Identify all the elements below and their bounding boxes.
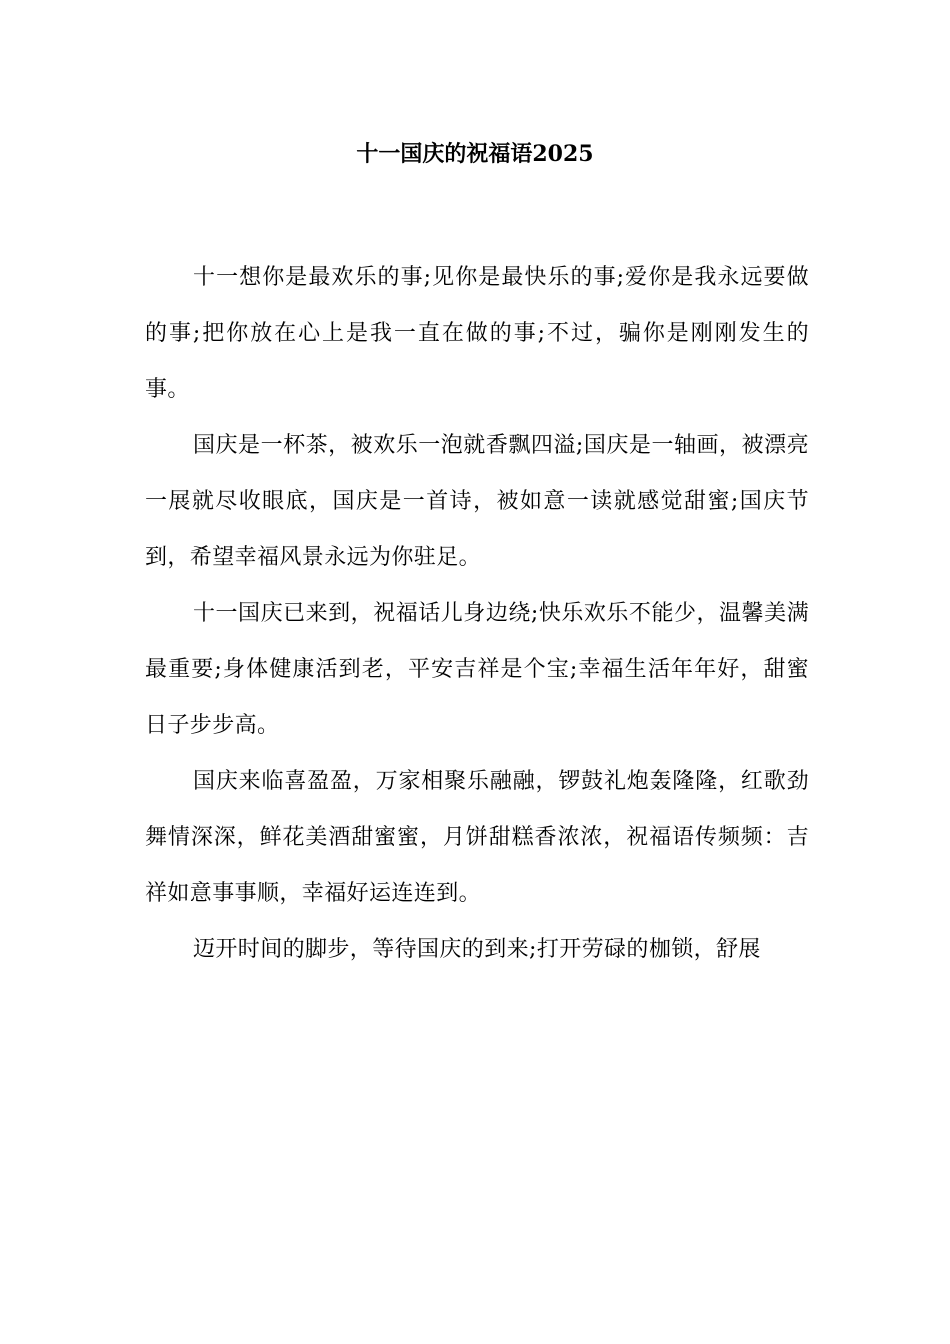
paragraph: 十一国庆已来到，祝福话儿身边绕;快乐欢乐不能少，温馨美满最重要;身体健康活到老，平安吉祥是个宝;幸福生活年年好，甜蜜日子步步高。 (145, 601, 809, 738)
document-body (145, 250, 809, 978)
paragraph: 迈开时间的脚步，等待国庆的到来;打开劳碌的枷锁，舒展 (193, 937, 761, 962)
document-title: 十一国庆的祝福语2025 (356, 141, 594, 167)
paragraph: 国庆是一杯茶，被欢乐一泡就香飘四溢;国庆是一轴画，被漂亮一展就尽收眼底，国庆是一首诗，被如意一读就感觉甜蜜;国庆节到，希望幸福风景永远为你驻足。 (145, 433, 809, 570)
paragraph: 国庆来临喜盈盈，万家相聚乐融融，锣鼓礼炮轰隆隆，红歌劲舞情深深，鲜花美酒甜蜜蜜，月饼甜糕香浓浓，祝福语传频频：吉祥如意事事顺，幸福好运连连到。 (145, 769, 809, 906)
paragraph: 十一想你是最欢乐的事;见你是最快乐的事;爱你是我永远要做的事;把你放在心上是我一直在做的事;不过，骗你是刚刚发生的事。 (145, 265, 809, 402)
